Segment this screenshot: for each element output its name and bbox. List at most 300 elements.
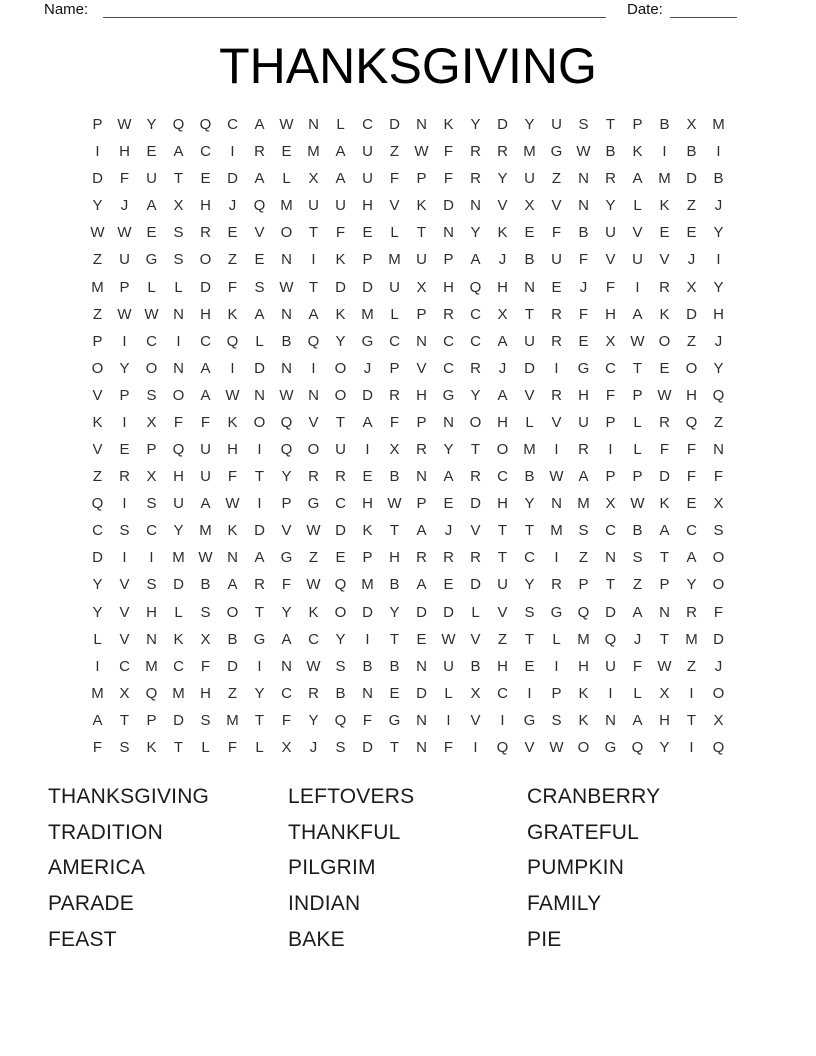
grid-letter: M [361, 576, 374, 594]
grid-letter: S [200, 711, 211, 729]
grid-letter: E [254, 251, 265, 269]
grid-letter: W [414, 143, 429, 161]
grid-letter: B [389, 657, 400, 675]
grid-letter: H [443, 278, 454, 296]
grid-letter: E [578, 332, 589, 350]
grid-letter: Q [685, 413, 698, 431]
grid-letter: D [470, 495, 481, 513]
grid-letter: E [362, 224, 373, 242]
grid-letter: A [308, 305, 319, 323]
grid-letter: T [119, 711, 130, 729]
grid-letter: E [659, 224, 670, 242]
grid-letter: M [199, 522, 212, 540]
grid-letter: T [254, 711, 265, 729]
grid-letter: P [416, 170, 427, 188]
grid-letter: K [227, 305, 238, 323]
grid-letter: F [443, 170, 454, 188]
grid-letter: Y [335, 332, 346, 350]
grid-letter: R [308, 468, 319, 486]
grid-letter: T [605, 116, 616, 134]
grid-letter: P [146, 441, 157, 459]
grid-letter: C [605, 359, 616, 377]
grid-letter: D [686, 305, 697, 323]
grid-letter: B [578, 224, 589, 242]
grid-letter: V [659, 251, 670, 269]
grid-letter: R [443, 305, 454, 323]
grid-letter: M [280, 197, 293, 215]
grid-letter: F [200, 657, 211, 675]
grid-letter: H [578, 386, 589, 404]
grid-letter: B [524, 468, 535, 486]
grid-letter: F [443, 738, 454, 756]
grid-letter: Y [92, 197, 103, 215]
grid-letter: P [605, 468, 616, 486]
grid-letter: Q [145, 684, 158, 702]
grid-letter: D [416, 684, 427, 702]
grid-letter: Y [281, 603, 292, 621]
grid-letter: H [686, 386, 697, 404]
grid-letter: A [335, 143, 346, 161]
grid-letter: N [416, 332, 427, 350]
grid-letter: W [576, 143, 591, 161]
grid-letter: L [633, 197, 642, 215]
grid-letter: L [552, 630, 561, 648]
grid-letter: T [389, 738, 400, 756]
grid-letter: E [281, 143, 292, 161]
grid-letter: R [578, 441, 589, 459]
grid-letter: G [523, 711, 536, 729]
grid-letter: U [551, 251, 562, 269]
grid-letter: N [281, 657, 292, 675]
grid-letter: O [253, 413, 266, 431]
grid-letter: N [281, 359, 292, 377]
grid-letter: F [281, 711, 292, 729]
grid-letter: C [227, 116, 238, 134]
grid-letter: X [497, 305, 508, 323]
grid-letter: W [441, 630, 456, 648]
grid-letter: I [554, 657, 559, 675]
grid-letter: O [658, 332, 671, 350]
grid-letter: E [416, 630, 427, 648]
grid-letter: E [524, 657, 535, 675]
grid-letter: C [308, 630, 319, 648]
grid-letter: N [308, 116, 319, 134]
grid-letter: E [146, 224, 157, 242]
grid-letter: F [200, 413, 211, 431]
grid-letter: L [174, 603, 183, 621]
grid-letter: C [605, 522, 616, 540]
grid-letter: O [577, 738, 590, 756]
grid-letter: Q [172, 441, 185, 459]
grid-letter: D [173, 711, 184, 729]
grid-letter: D [92, 549, 103, 567]
grid-letter: V [254, 224, 265, 242]
grid-letter: U [200, 468, 211, 486]
grid-letter: A [443, 468, 454, 486]
grid-letter: Y [173, 522, 184, 540]
grid-letter: M [361, 305, 374, 323]
grid-letter: U [632, 251, 643, 269]
grid-letter: M [91, 278, 104, 296]
grid-letter: L [471, 603, 480, 621]
grid-letter: P [551, 684, 562, 702]
grid-letter: F [686, 468, 697, 486]
grid-letter: Q [307, 332, 320, 350]
grid-letter: F [389, 170, 400, 188]
word-list-item: THANKSGIVING [48, 784, 210, 808]
grid-letter: C [470, 305, 481, 323]
grid-letter: Z [308, 549, 319, 567]
grid-letter: C [470, 332, 481, 350]
grid-letter: R [119, 468, 130, 486]
grid-letter: N [578, 197, 589, 215]
grid-letter: F [119, 170, 130, 188]
grid-letter: C [524, 549, 535, 567]
grid-letter: T [524, 522, 535, 540]
grid-letter: Y [335, 630, 346, 648]
grid-letter: Z [686, 657, 697, 675]
grid-letter: K [335, 251, 346, 269]
grid-letter: X [524, 197, 535, 215]
grid-letter: S [119, 738, 130, 756]
grid-letter: K [308, 603, 319, 621]
grid-letter: X [173, 197, 184, 215]
grid-letter: Z [92, 251, 103, 269]
grid-letter: T [659, 549, 670, 567]
grid-letter: W [117, 305, 132, 323]
grid-letter: M [307, 143, 320, 161]
grid-letter: V [524, 738, 535, 756]
grid-letter: A [632, 305, 643, 323]
grid-letter: V [470, 630, 481, 648]
grid-letter: J [714, 657, 723, 675]
grid-letter: Q [496, 738, 509, 756]
grid-letter: P [362, 251, 373, 269]
grid-letter: H [389, 549, 400, 567]
grid-letter: V [497, 603, 508, 621]
grid-letter: C [497, 468, 508, 486]
grid-letter: S [173, 224, 184, 242]
grid-letter: U [551, 116, 562, 134]
grid-letter: S [335, 738, 346, 756]
grid-letter: C [92, 522, 103, 540]
grid-letter: X [659, 684, 670, 702]
grid-letter: L [147, 278, 156, 296]
grid-letter: D [92, 170, 103, 188]
grid-letter: O [334, 603, 347, 621]
grid-letter: W [117, 224, 132, 242]
grid-letter: J [228, 197, 237, 215]
grid-letter: I [95, 657, 100, 675]
word-column-2 [288, 779, 527, 957]
word-list-item: CRANBERRY [527, 784, 661, 808]
grid-letter: A [254, 170, 265, 188]
grid-letter: Y [119, 359, 130, 377]
grid-letter: J [309, 738, 318, 756]
grid-letter: B [524, 251, 535, 269]
word-list-item: FEAST [48, 927, 117, 951]
grid-letter: P [92, 332, 103, 350]
word-list-item: PARADE [48, 891, 134, 915]
grid-letter: W [198, 549, 213, 567]
grid-letter: L [93, 630, 102, 648]
grid-letter: M [523, 143, 536, 161]
grid-letter: S [254, 278, 265, 296]
grid-letter: Z [686, 197, 697, 215]
grid-letter: I [95, 143, 100, 161]
grid-letter: I [446, 711, 451, 729]
grid-letter: K [632, 143, 643, 161]
grid-letter: Y [281, 468, 292, 486]
grid-letter: G [145, 251, 158, 269]
grid-letter: B [200, 576, 211, 594]
grid-letter: X [605, 332, 616, 350]
grid-letter: P [659, 576, 670, 594]
grid-letter: V [308, 413, 319, 431]
grid-letter: V [470, 522, 481, 540]
grid-letter: Q [226, 332, 239, 350]
grid-letter: F [227, 468, 238, 486]
grid-letter: W [90, 224, 105, 242]
grid-letter: W [279, 116, 294, 134]
grid-letter: D [254, 359, 265, 377]
grid-letter: G [550, 603, 563, 621]
grid-letter: R [551, 576, 562, 594]
grid-letter: B [281, 332, 292, 350]
grid-letter: R [659, 278, 670, 296]
grid-letter: B [632, 522, 643, 540]
grid-letter: A [470, 251, 481, 269]
word-list-item: THANKFUL [288, 820, 401, 844]
grid-letter: W [279, 278, 294, 296]
grid-letter: A [254, 305, 265, 323]
grid-letter: V [92, 441, 103, 459]
grid-letter: K [578, 684, 589, 702]
grid-letter: L [444, 684, 453, 702]
grid-letter: K [335, 305, 346, 323]
grid-letter: L [633, 684, 642, 702]
grid-letter: E [362, 468, 373, 486]
grid-letter: E [227, 224, 238, 242]
grid-letter: L [336, 116, 345, 134]
grid-letter: V [632, 224, 643, 242]
grid-letter: N [308, 386, 319, 404]
grid-letter: M [172, 684, 185, 702]
grid-letter: K [92, 413, 103, 431]
grid-letter: G [253, 630, 266, 648]
grid-letter: I [554, 359, 559, 377]
grid-letter: A [200, 495, 211, 513]
grid-letter: N [443, 413, 454, 431]
word-list-item: AMERICA [48, 856, 146, 880]
grid-letter: Q [199, 116, 212, 134]
grid-letter: B [335, 684, 346, 702]
grid-letter: V [119, 576, 130, 594]
grid-letter: U [443, 657, 454, 675]
grid-letter: G [577, 359, 590, 377]
grid-letter: Z [92, 305, 103, 323]
grid-letter: O [334, 386, 347, 404]
grid-letter: D [497, 116, 508, 134]
grid-letter: C [281, 684, 292, 702]
grid-letter: B [470, 657, 481, 675]
grid-letter: Y [713, 278, 724, 296]
grid-letter: A [578, 468, 589, 486]
grid-letter: F [227, 278, 238, 296]
grid-letter: Q [172, 116, 185, 134]
grid-letter: J [633, 630, 642, 648]
grid-letter: L [525, 413, 534, 431]
grid-letter: H [578, 657, 589, 675]
grid-letter: A [416, 576, 427, 594]
grid-letter: W [306, 657, 321, 675]
grid-letter: U [389, 278, 400, 296]
grid-letter: I [122, 549, 127, 567]
grid-letter: J [687, 251, 696, 269]
grid-letter: J [498, 251, 507, 269]
grid-letter: Z [632, 576, 643, 594]
grid-letter: O [172, 386, 185, 404]
grid-letter: H [146, 603, 157, 621]
grid-letter: A [632, 603, 643, 621]
grid-letter: G [361, 332, 374, 350]
grid-letter: P [632, 116, 643, 134]
grid-letter: D [605, 603, 616, 621]
grid-letter: R [470, 359, 481, 377]
grid-letter: Y [254, 684, 265, 702]
grid-letter: H [200, 197, 211, 215]
grid-letter: F [362, 711, 373, 729]
grid-letter: I [662, 143, 667, 161]
grid-letter: R [551, 305, 562, 323]
grid-letter: C [389, 332, 400, 350]
grid-letter: P [281, 495, 292, 513]
grid-letter: U [308, 197, 319, 215]
grid-letter: N [173, 359, 184, 377]
grid-letter: F [632, 657, 643, 675]
grid-letter: L [390, 305, 399, 323]
grid-letter: O [226, 603, 239, 621]
grid-letter: X [605, 495, 616, 513]
grid-letter: Z [578, 549, 589, 567]
grid-letter: A [659, 522, 670, 540]
grid-letter: U [578, 413, 589, 431]
grid-letter: M [577, 495, 590, 513]
grid-letter: E [146, 143, 157, 161]
grid-letter: M [91, 684, 104, 702]
grid-letter: F [281, 576, 292, 594]
grid-letter: T [254, 603, 265, 621]
grid-letter: S [524, 603, 535, 621]
grid-letter: D [362, 603, 373, 621]
grid-letter: Y [605, 197, 616, 215]
grid-letter: I [122, 332, 127, 350]
grid-letter: S [578, 522, 589, 540]
grid-letter: V [605, 251, 616, 269]
grid-letter: R [497, 143, 508, 161]
grid-letter: F [173, 413, 184, 431]
grid-letter: A [173, 143, 184, 161]
grid-letter: C [335, 495, 346, 513]
grid-letter: T [605, 576, 616, 594]
grid-letter: Y [146, 116, 157, 134]
grid-letter: E [686, 224, 697, 242]
grid-letter: N [281, 305, 292, 323]
grid-letter: Z [497, 630, 508, 648]
grid-letter: J [579, 278, 588, 296]
grid-letter: B [713, 170, 724, 188]
grid-letter: Y [389, 603, 400, 621]
grid-letter: S [146, 386, 157, 404]
grid-letter: K [659, 305, 670, 323]
grid-letter: N [416, 657, 427, 675]
grid-letter: Z [551, 170, 562, 188]
grid-letter: R [686, 603, 697, 621]
grid-letter: A [200, 386, 211, 404]
grid-letter: D [362, 738, 373, 756]
grid-letter: Q [631, 738, 644, 756]
grid-letter: Y [524, 116, 535, 134]
grid-letter: D [173, 576, 184, 594]
grid-letter: W [387, 495, 402, 513]
grid-letter: D [335, 278, 346, 296]
grid-letter: U [416, 251, 427, 269]
grid-letter: U [362, 143, 373, 161]
grid-letter: X [389, 441, 400, 459]
grid-letter: K [659, 197, 670, 215]
grid-letter: N [146, 630, 157, 648]
grid-letter: S [713, 522, 724, 540]
grid-letter: J [444, 522, 453, 540]
grid-letter: Y [470, 224, 481, 242]
grid-letter: O [91, 359, 104, 377]
grid-letter: O [712, 684, 725, 702]
grid-letter: I [689, 684, 694, 702]
grid-letter: Y [443, 441, 454, 459]
grid-letter: U [524, 170, 535, 188]
grid-letter: K [146, 738, 157, 756]
grid-letter: R [470, 143, 481, 161]
grid-letter: U [605, 224, 616, 242]
grid-letter: E [551, 278, 562, 296]
grid-letter: B [227, 630, 238, 648]
grid-letter: Z [227, 684, 238, 702]
grid-letter: O [496, 441, 509, 459]
grid-letter: Z [713, 413, 724, 431]
grid-letter: P [416, 413, 427, 431]
grid-letter: L [633, 413, 642, 431]
grid-letter: C [200, 143, 211, 161]
grid-letter: I [500, 711, 505, 729]
grid-letter: X [686, 116, 697, 134]
grid-letter: C [443, 359, 454, 377]
grid-letter: R [254, 576, 265, 594]
grid-letter: G [307, 495, 320, 513]
grid-letter: H [659, 711, 670, 729]
grid-letter: Y [470, 386, 481, 404]
grid-letter: J [120, 197, 129, 215]
grid-letter: H [416, 386, 427, 404]
grid-letter: F [551, 224, 562, 242]
date-label: Date: [627, 1, 663, 18]
grid-letter: H [362, 197, 373, 215]
grid-letter: Q [469, 278, 482, 296]
grid-letter: P [632, 386, 643, 404]
grid-letter: X [119, 684, 130, 702]
grid-letter: I [716, 143, 721, 161]
grid-letter: O [145, 359, 158, 377]
grid-letter: T [335, 413, 346, 431]
